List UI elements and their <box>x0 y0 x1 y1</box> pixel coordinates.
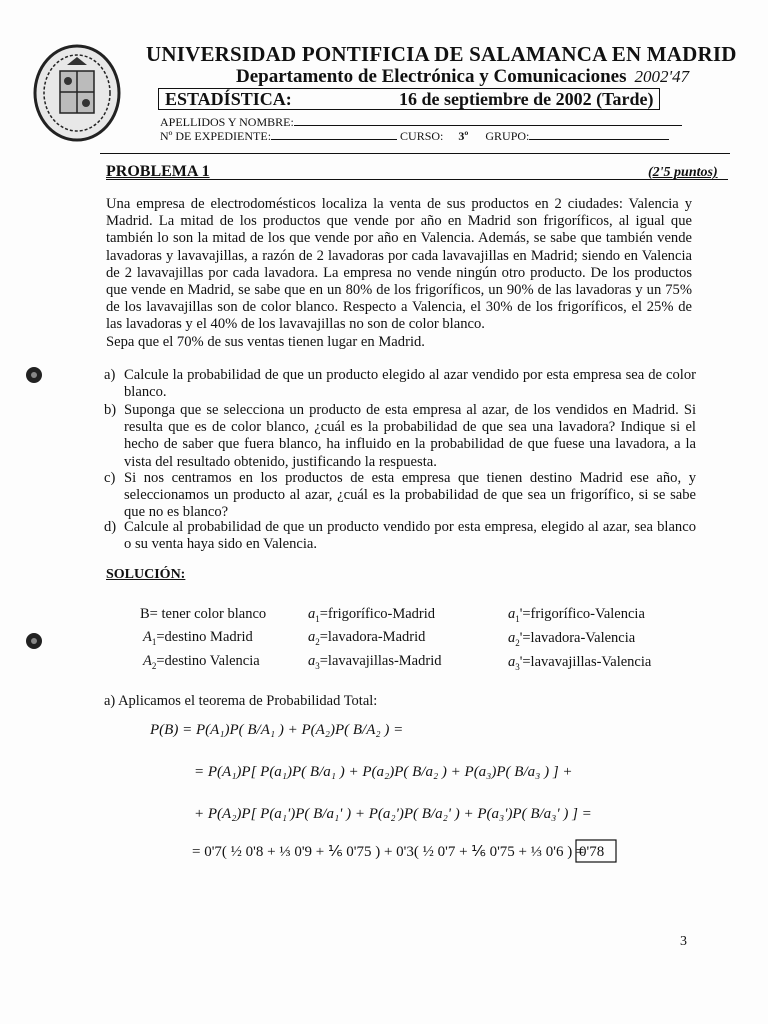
page-number: 3 <box>680 934 687 949</box>
def-text: =frigorífico-Madrid <box>319 606 436 622</box>
def-lv: $a_2'=lavadora$-Valencia <box>508 630 636 648</box>
question-label: c) <box>104 470 116 486</box>
def-text: =destino Valencia <box>156 653 260 669</box>
solution-title: SOLUCIÓN: <box>106 567 186 582</box>
question-a <box>104 367 696 401</box>
file-line <box>271 128 397 140</box>
problem-title: PROBLEMA 1 <box>106 163 210 180</box>
department-name: Departamento de Electrónica y Comunicaciones <box>236 66 627 87</box>
binder-hole-icon <box>26 633 42 649</box>
group-line <box>529 128 669 140</box>
def-text: =lavadora-Madrid <box>319 629 426 645</box>
svg-text:P(B) = P(A₁)P( B/A₁ ) + P(A₂): P(B) = P(A₁)P( B/A₁ ) + P(A₂)P( B/A₂ ) = <box>150 722 404 738</box>
def-text: =frigorífico-Valencia <box>522 606 645 622</box>
course-label: CURSO: <box>400 129 444 143</box>
problem-points: (2'5 puntos) <box>648 165 718 180</box>
statement-paragraph: Una empresa de electrodomésticos localiza la venta de sus productos en 2 ciudades: Valencia y Madrid. La mitad de los productos que vende por año en Madrid son frigoríficos, al igual que también lo son la mitad de los que vende por año en Valencia. Además, se sabe que también vende lavadoras y lavavajillas, a razón de 2 lavadoras por cada lavavajillas en Madrid; siendo en Valencia de 2 lavavajillas por cada lavadora. La empresa no vende ningún otro producto. De los productos que vende en Madrid, se sabe que en un 80% de los frigoríficos, un 90% de las lavadoras y un 75% de los lavavajillas son de color blanco. Respecto a Valencia, el 30% de los frigoríficos, el 25% de las lavadoras y el 40% de los lavavajillas no son de color blanco. <box>106 196 692 333</box>
question-label: b) <box>104 402 117 418</box>
total-probability-formula <box>130 712 650 872</box>
name-line <box>294 114 682 126</box>
final-result: 0'78 <box>579 844 605 860</box>
question-d <box>104 519 696 553</box>
header-divider <box>100 153 730 154</box>
def-text: =lavavajillas-Valencia <box>522 654 652 670</box>
svg-text:= 0'7( ½ 0'8 + ⅓ 0'9 + ⅙ 0'75: = 0'7( ½ 0'8 + ⅓ 0'9 + ⅙ 0'75 ) + 0'3( ½ 0'7 + ⅙ 0'75 + ⅓ 0'6 ) = <box>192 844 585 860</box>
def-lm: $a_2=lavadora$-Madrid <box>308 629 426 647</box>
question-c <box>104 470 696 522</box>
binder-hole-icon <box>26 367 42 383</box>
subject-box <box>158 88 660 110</box>
university-seal-icon <box>32 43 122 143</box>
def-text: B= tener color blanco <box>140 606 267 622</box>
problem-underline <box>106 179 728 180</box>
course-value: 3º <box>458 129 469 143</box>
statement-sales: Sepa que el 70% de sus ventas tienen lugar en Madrid. <box>106 333 425 350</box>
def-vv: $a_3'=lavavajillas$-Valencia <box>508 654 652 672</box>
question-b <box>104 402 696 471</box>
def-vm: $a_3=lavavajillas$-Madrid <box>308 653 442 671</box>
def-fm: $a_1=frigorífico$-Madrid <box>308 606 436 624</box>
question-label: d) <box>104 519 117 535</box>
question-text: Si nos centramos en los productos de esta empresa que tienen destino Madrid ese año, y seleccionamos un producto al azar, ¿cuál es la probabilidad de que sea un frigorífico, si se sabe que no es blanco? <box>124 470 696 521</box>
def-a2: $A_2=destino$ Valencia <box>143 653 260 671</box>
def-text: =destino Madrid <box>156 629 253 645</box>
question-label: a) <box>104 367 116 383</box>
group-label: GRUPO: <box>485 129 530 143</box>
def-a1: $A_1=destino$ Madrid <box>143 629 253 647</box>
def-fv: $a_1'=frigorífico$-Valencia <box>508 606 645 624</box>
name-label: APELLIDOS Y NOMBRE: <box>160 115 294 129</box>
question-text: Calcule al probabilidad de que un producto vendido por esta empresa, elegido al azar, sea blanco o su venta haya sido en Valencia. <box>124 519 696 553</box>
question-text: Calcule la probabilidad de que un producto elegido al azar vendido por esta empresa sea de color blanco. <box>124 367 696 401</box>
file-label: Nº DE EXPEDIENTE: <box>160 129 272 143</box>
university-title: UNIVERSIDAD PONTIFICIA DE SALAMANCA EN MADRID <box>146 42 737 66</box>
def-text: =lavadora-Valencia <box>522 630 636 646</box>
question-text: Suponga que se selecciona un producto de esta empresa al azar, de los vendidos en Madrid. Si resulta que es de color blanco, ¿cuál es la probabilidad de que sea una lavadora? Indique si el hecho de saber que fuera blanco, ha influido en la probabilidad de que fuese una lavadora, a la vista del resultado obtenido, justificando la respuesta. <box>124 402 696 470</box>
file-field <box>160 128 669 144</box>
exam-date: 16 de septiembre de 2002 (Tarde) <box>399 89 654 109</box>
subject-label: ESTADÍSTICA: <box>165 89 292 109</box>
part-a-intro: a) Aplicamos el teorema de Probabilidad Total: <box>104 693 378 709</box>
def-b <box>140 606 266 623</box>
svg-text:+ P(A₂)P[ P(a₁')P( B/a₁' ) +: + P(A₂)P[ P(a₁')P( B/a₁' ) + P(a₂')P( B/a₂' ) + P(a₃')P( B/a₃' ) ] = <box>194 806 592 822</box>
def-text: =lavavajillas-Madrid <box>319 653 442 669</box>
problem-statement <box>106 196 692 351</box>
department-title <box>236 66 689 88</box>
svg-text:= P(A₁)P[ P(a₁)P( B/a₁ ) + P(: = P(A₁)P[ P(a₁)P( B/a₁ ) + P(a₂)P( B/a₂ ) + P(a₃)P( B/a₃ ) ] + <box>194 764 573 780</box>
handwritten-note: 2002'47 <box>634 67 690 86</box>
